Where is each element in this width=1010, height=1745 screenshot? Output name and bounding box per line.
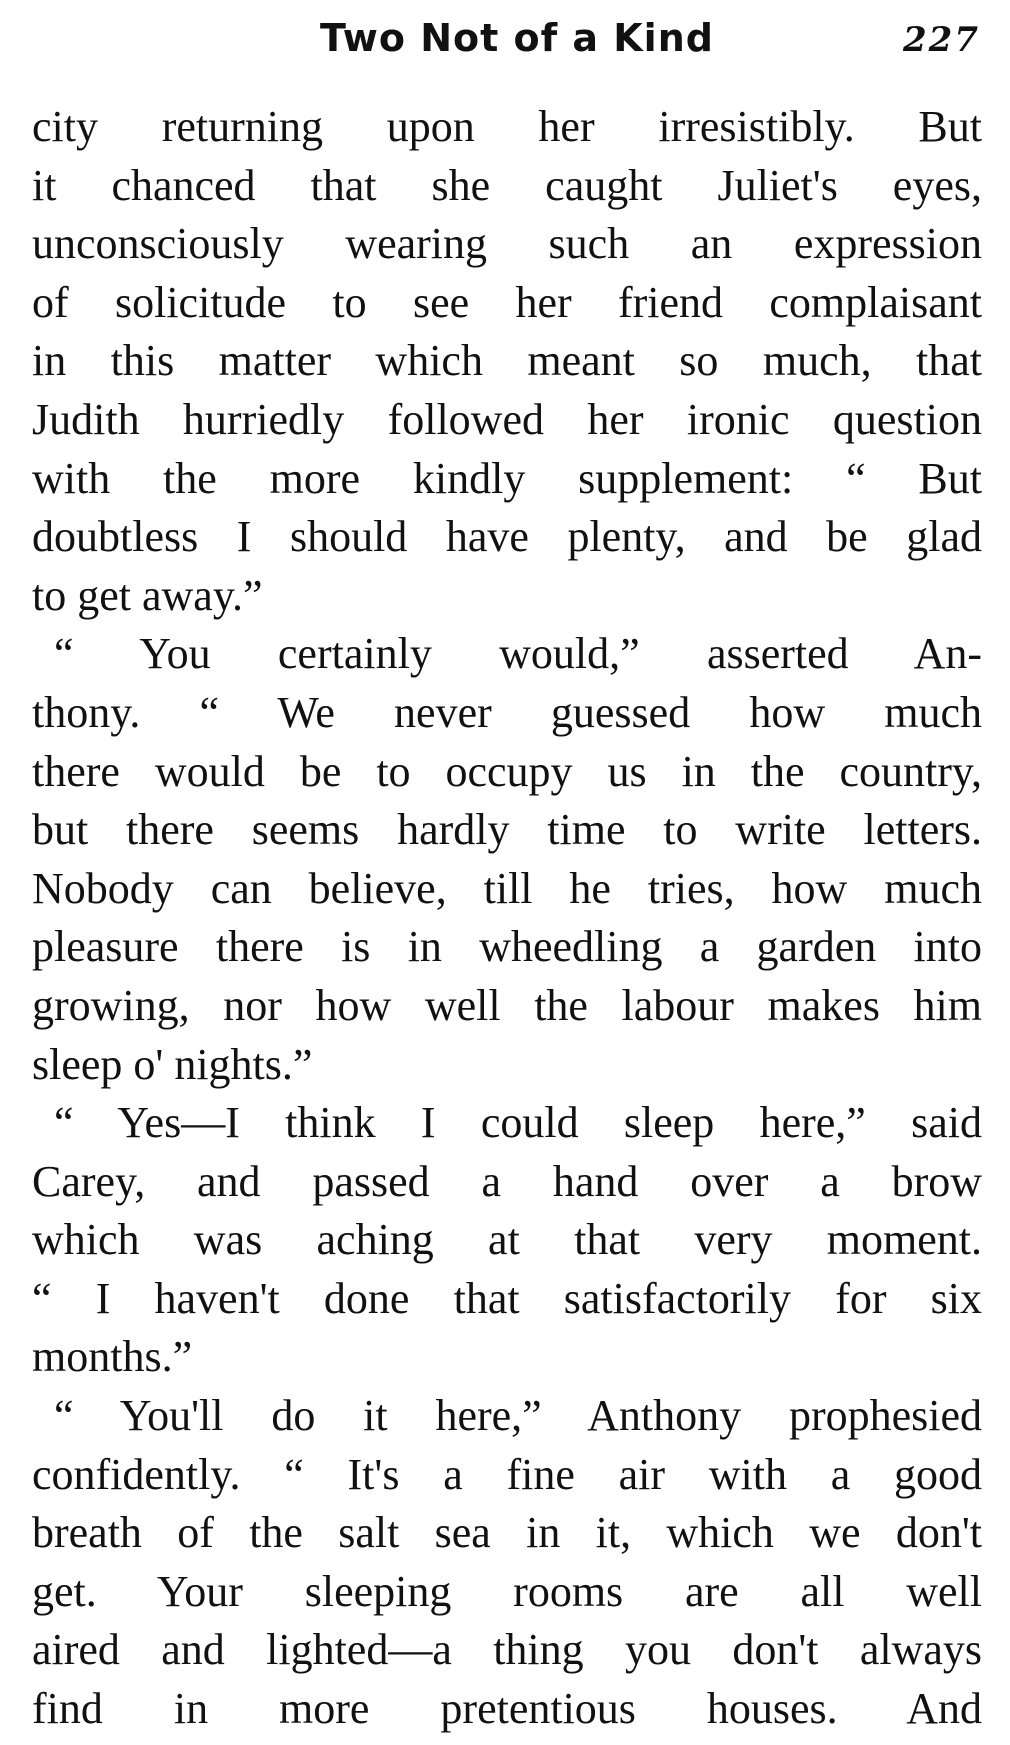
text-line: “ Yes—I think I could sleep here,” said bbox=[54, 1098, 982, 1148]
text-line: there would be to occupy us in the country, bbox=[32, 746, 982, 796]
text-line: but there seems hardly time to write letters. bbox=[32, 805, 982, 855]
text-line: Nobody can believe, till he tries, how much bbox=[32, 863, 982, 913]
text-line: confidently. “ It's a fine air with a good bbox=[32, 1449, 982, 1499]
text-line: find in more pretentious houses. And bbox=[32, 1684, 982, 1734]
text-line: unconsciously wearing such an expression bbox=[32, 219, 982, 269]
text-line: aired and lighted—a thing you don't always bbox=[32, 1625, 982, 1675]
text-line: growing, nor how well the labour makes him bbox=[32, 980, 982, 1030]
text-line: Carey, and passed a hand over a brow bbox=[32, 1156, 982, 1206]
text-line: breath of the salt sea in it, which we don't bbox=[32, 1508, 982, 1558]
body-text bbox=[32, 98, 982, 1739]
text-line: doubtless I should have plenty, and be glad bbox=[32, 512, 982, 562]
text-line: sleep o' nights.” bbox=[32, 1039, 313, 1089]
text-line: to get away.” bbox=[32, 570, 263, 620]
text-line: months.” bbox=[32, 1332, 193, 1382]
text-line: it chanced that she caught Juliet's eyes, bbox=[32, 160, 982, 210]
text-line: thony. “ We never guessed how much bbox=[32, 687, 982, 737]
page-number: 227 bbox=[903, 20, 980, 60]
text-line: Judith hurriedly followed her ironic question bbox=[32, 394, 982, 444]
text-line: with the more kindly supplement: “ But bbox=[32, 453, 982, 503]
running-title: Two Not of a Kind bbox=[320, 16, 714, 60]
text-line: “ You certainly would,” asserted An- bbox=[54, 629, 982, 679]
text-line: city returning upon her irresistibly. But bbox=[32, 102, 982, 151]
text-line: pleasure there is in wheedling a garden into bbox=[32, 922, 982, 972]
text-line: “ You'll do it here,” Anthony prophesied bbox=[54, 1391, 982, 1441]
text-line: “ I haven't done that satisfactorily for six bbox=[32, 1273, 982, 1323]
text-line: of solicitude to see her friend complaisant bbox=[32, 277, 982, 327]
text-line: in this matter which meant so much, that bbox=[32, 336, 982, 386]
running-head bbox=[0, 8, 1010, 68]
text-line: which was aching at that very moment. bbox=[32, 1215, 982, 1265]
text-line: get. Your sleeping rooms are all well bbox=[32, 1566, 982, 1616]
